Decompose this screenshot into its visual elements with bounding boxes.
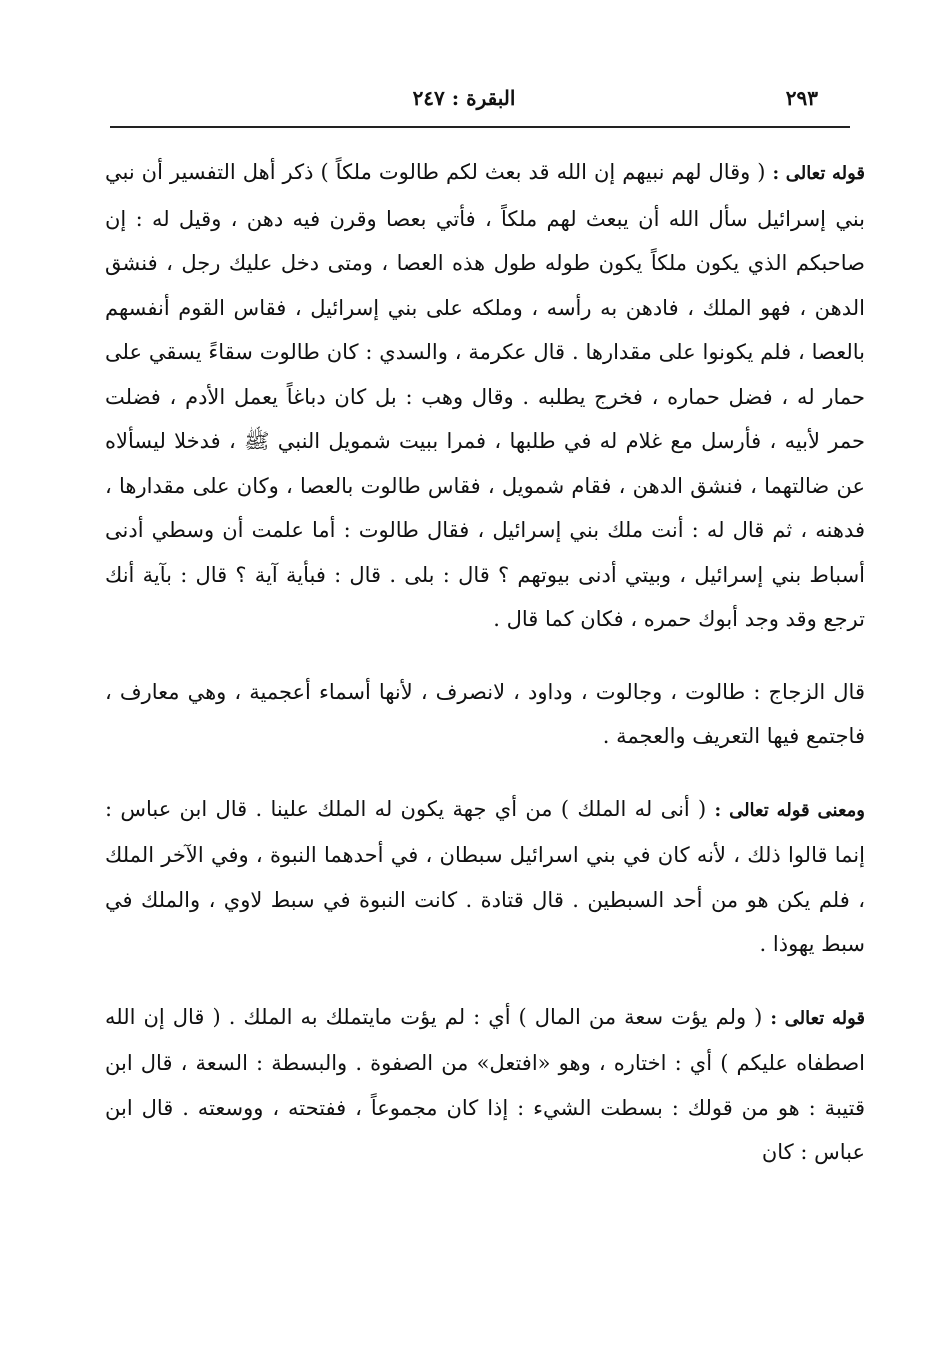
paragraph-text: قال الزجاج : طالوت ، وجالوت ، وداود ، لانصرف ، لأنها أسماء أعجمية ، وهي معارف ، فاجتمع فيها التعريف والعجمة . bbox=[105, 679, 865, 748]
page-number: ٢٩٣ bbox=[785, 86, 818, 110]
paragraph-lead: قوله تعالى : bbox=[770, 1007, 865, 1029]
paragraph-lead: ومعنى قوله تعالى : bbox=[714, 799, 865, 821]
paragraph-saat-al-mal bbox=[105, 995, 865, 1175]
paragraph-text: ( ولم يؤت سعة من المال ) أي : لم يؤت مايتملك به الملك . ( قال إن الله اصطفاه عليكم ) أي : اختاره ، وهو «افتعل» من الصفوة . والبسطة : السعة ، قال ابن قتيبة : هو من قولك : بسطت الشيء : إذا كان مجموعاً ، ففتحته ، ووسعته . قال ابن عباس : كان bbox=[105, 1004, 865, 1164]
paragraph-text: ( وقال لهم نبيهم إن الله قد بعث لكم طالوت ملكاً ) ذكر أهل التفسير أن نبي بني إسرائيل سأل الله أن يبعث لهم ملكاً ، فأتي بعصا وقرن فيه دهن ، وقيل له : إن صاحبكم الذي يكون ملكاً يكون طوله طول هذه العصا ، ومتى دخل عليك رجل ، فنشق الدهن ، فهو الملك ، فادهن به رأسه ، وملكه على بني إسرائيل ، فقاس القوم أنفسهم بالعصا ، فلم يكونوا على مقدارها . قال عكرمة ، والسدي : كان طالوت سقاءً يسقي على حمار له ، فضل حماره ، فخرج يطلبه . وقال وهب : بل كان دباغاً يعمل الأدم ، فضلت حمر لأبيه ، فأرسل مع غلام له في طلبها ، فمرا ببيت شمويل النبي ﷺ ، فدخلا ليسألاه عن ضالتهما ، فنشق الدهن ، فقام شمويل ، فقاس طالوت بالعصا ، وكان على مقدارها ، فدهنه ، ثم قال له : أنت ملك بني إسرائيل ، فقال طالوت : أما علمت أن وسطي أدنى أسباط بني إسرائيل ، وبيتي أدنى بيوتهم ؟ قال : بلى . قال : فبأية آية ؟ قال : بآية أنك ترجع وقد وجد أبوك حمره ، فكان كما قال . bbox=[105, 160, 865, 631]
paragraph-text: ( أنى له الملك ) من أي جهة يكون له الملك علينا . قال ابن عباس : إنما قالوا ذلك ، لأنه كان في بني اسرائيل سبطان ، في أحدهما النبوة ، وفي الآخر الملك ، فلم يكن هو من أحد السبطين . قال قتادة . كانت النبوة في سبط لاوي ، والملك في سبط يهوذا . bbox=[105, 796, 865, 956]
paragraph-talut-story bbox=[105, 150, 865, 642]
header-rule bbox=[110, 126, 850, 128]
paragraph-lead: قوله تعالى : bbox=[772, 163, 865, 184]
page-body bbox=[105, 150, 865, 1175]
paragraph-anna-lahu-al-mulk bbox=[105, 787, 865, 967]
paragraph-zajjaj bbox=[105, 670, 865, 759]
page-header bbox=[110, 82, 818, 118]
running-title: البقرة : ٢٤٧ bbox=[412, 86, 516, 110]
